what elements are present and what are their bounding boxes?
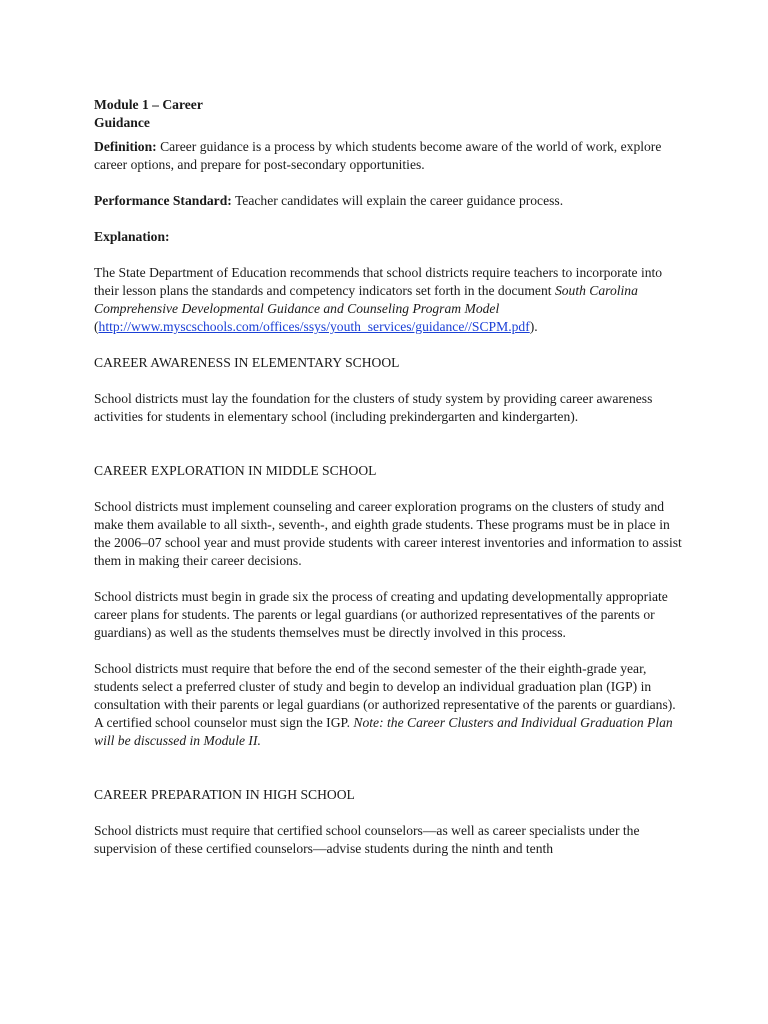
high-heading: CAREER PREPARATION IN HIGH SCHOOL <box>94 787 355 802</box>
performance-standard-paragraph <box>94 192 684 210</box>
middle-paragraph-3 <box>94 660 684 750</box>
performance-standard-text: Teacher candidates will explain the career guidance process. <box>231 193 564 208</box>
paren-open: ( <box>94 319 99 334</box>
definition-label: Definition: <box>94 139 157 154</box>
elementary-heading: CAREER AWARENESS IN ELEMENTARY SCHOOL <box>94 355 400 370</box>
performance-standard-label: Performance Standard: <box>94 193 232 208</box>
scpm-document-title: South Carolina Comprehensive Developmental Guidance and Counseling Program Model <box>94 283 638 316</box>
explanation-paragraph <box>94 264 684 336</box>
explanation-text: The State Department of Education recommends that school districts require teachers to incorporate into their lesson plans the standards and competency indicators set forth in the document <box>94 265 663 298</box>
middle-paragraph-1: School districts must implement counseling and career exploration programs on the clusters of study and make them available to all sixth-, seventh-, and eighth grade students. These programs must be in place in the 2006–07 school year and must provide students with career interest inventories and information to assist them in making their career decisions. <box>94 499 682 568</box>
module-title <box>94 96 684 132</box>
module-title-line1: Module 1 – Career <box>94 97 203 112</box>
module-note: Note: the Career Clusters and Individual Graduation Plan will be discussed in Module II. <box>94 715 673 748</box>
middle-heading: CAREER EXPLORATION IN MIDDLE SCHOOL <box>94 463 377 478</box>
explanation-label: Explanation: <box>94 229 170 244</box>
high-paragraph: School districts must require that certified school counselors—as well as career specialists under the supervision of these certified counselors—advise students during the ninth and tenth <box>94 823 640 856</box>
elementary-paragraph: School districts must lay the foundation for the clusters of study system by providing career awareness activities for students in elementary school (including prekindergarten and kindergarten). <box>94 391 653 424</box>
document-page <box>94 96 684 858</box>
definition-paragraph <box>94 138 684 174</box>
paren-close: ). <box>529 319 538 334</box>
definition-text: Career guidance is a process by which students become aware of the world of work, explore career options, and prepare for post-secondary opportunities. <box>94 139 662 172</box>
middle-paragraph-3-text: School districts must require that before the end of the second semester of the their eighth-grade year, students select a preferred cluster of study and begin to develop an individual graduation plan (IGP) in consultation with their parents or legal guardians (or authorized representative of the parents or guardians). A certified school counselor must sign the IGP. <box>94 661 676 730</box>
scpm-link[interactable]: http://www.myscschools.com/offices/ssys/youth_services/guidance//SCPM.pdf <box>98 319 530 334</box>
module-title-line2: Guidance <box>94 115 150 130</box>
middle-paragraph-2: School districts must begin in grade six the process of creating and updating developmentally appropriate career plans for students. The parents or legal guardians (or authorized representatives of the parents or guardians) as well as the students themselves must be directly involved in this process. <box>94 589 668 640</box>
